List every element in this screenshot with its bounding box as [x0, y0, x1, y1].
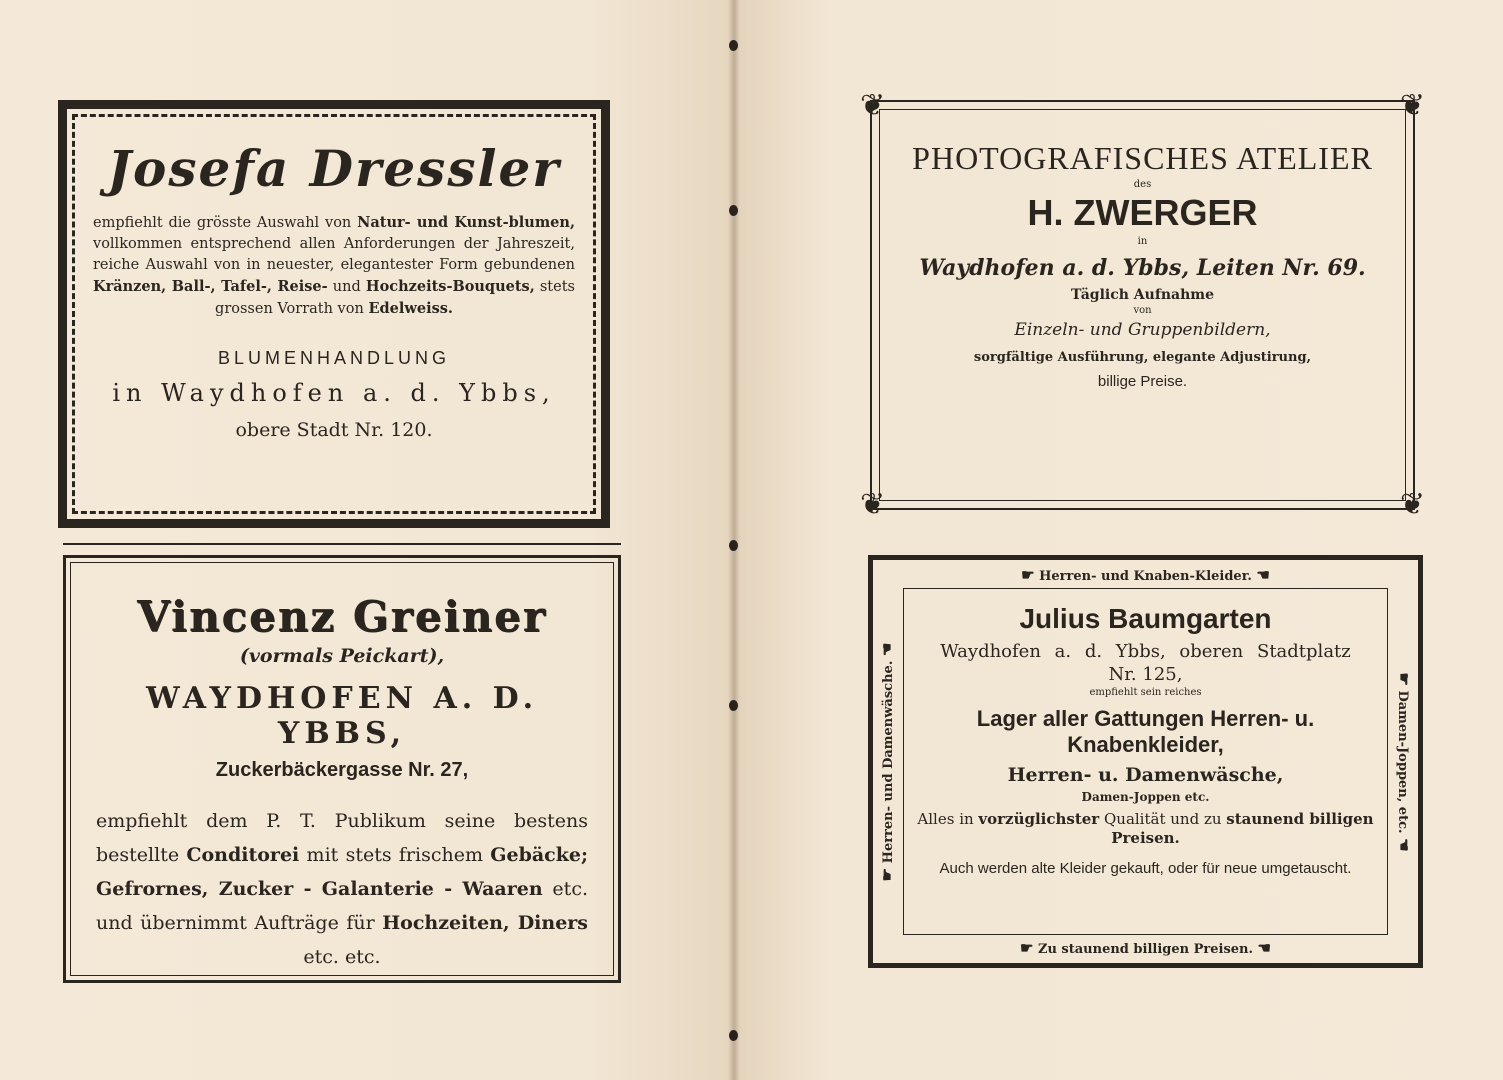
ad-small-word: in	[1137, 236, 1148, 247]
ad-prices: billige Preise.	[1097, 373, 1188, 390]
ornament-corner-icon: ❦	[1399, 88, 1425, 123]
ad-vincenz-greiner	[63, 555, 621, 983]
ad-body-bold: Hochzeits-Bouquets,	[365, 278, 535, 295]
ad-julius-baumgarten	[868, 555, 1423, 968]
ad-title: Josefa Dressler	[107, 139, 561, 198]
ad-linen: Herren- u. Damenwäsche,	[1007, 764, 1284, 786]
ad-body	[96, 804, 588, 974]
ad-side-text: Damen-Joppen, etc.	[1395, 689, 1410, 834]
ad-body	[912, 810, 1379, 848]
ad-body-text: vollkommen entsprechend allen Anforderungen der Jahreszeit, reiche Auswahl von in neuester, elegantester Form gebundenen	[93, 236, 575, 273]
ad-top-strip	[873, 566, 1418, 584]
ad-body-text: mit stets frischem	[299, 844, 491, 866]
ad-body-text: stets grossen Vorrath von	[215, 279, 575, 317]
binding-stitch	[729, 205, 738, 216]
ad-stock: Lager aller Gattungen Herren- u. Knabenkleider,	[976, 706, 1315, 757]
ad-left-side-text	[878, 642, 896, 881]
ornament-corner-icon: ❦	[1399, 487, 1425, 522]
ad-body	[93, 212, 575, 320]
ad-strip-text: Herren- und Knaben-Kleider.	[1039, 569, 1252, 584]
ad-body-text: und	[327, 279, 366, 295]
ad-body-text: empfiehlt dem P. T. Publikum seine bestens bestellte	[96, 810, 588, 866]
ad-right-side-text	[1395, 672, 1413, 851]
ad-shop-type: BLUMENHANDLUNG	[217, 348, 451, 368]
ad-body-text: etc. und übernimmt Aufträge für	[96, 878, 588, 934]
ad-town: WAYDHOFEN A. D. YBBS,	[145, 681, 539, 751]
ornament-corner-icon: ❦	[860, 487, 886, 522]
ad-jackets: Damen-Joppen etc.	[1081, 790, 1210, 804]
ad-number: Nr. 125,	[1108, 664, 1183, 685]
ad-strip-text: Zu staunend billigen Preisen.	[1037, 942, 1254, 957]
pointing-hand-icon: ☚	[878, 642, 896, 656]
ad-body-text: Alles in	[917, 810, 979, 828]
ad-body-bold: staunend billigen Preisen.	[1111, 810, 1374, 847]
ad-title: PHOTOGRAFISCHES ATELIER	[912, 140, 1373, 176]
ad-address: Waydhofen a. d. Ybbs, oberen Stadtplatz	[940, 641, 1351, 662]
ad-body-bold: Kränzen, Ball-, Tafel-, Reise-	[93, 278, 328, 295]
ad-body-bold: Gebäcke; Gefrornes, Zucker - Galanterie - Waaren	[96, 844, 589, 900]
divider-rule	[63, 543, 621, 545]
pointing-hand-icon: ☚	[1395, 837, 1413, 852]
ad-inner-frame	[903, 588, 1388, 935]
ad-body-bold: Conditorei	[186, 844, 300, 866]
ad-small-word: von	[1133, 305, 1152, 316]
pointing-hand-right-icon: ☛	[1019, 939, 1034, 957]
ad-body-text: empfiehlt die grösste Auswahl von	[93, 215, 358, 231]
ad-body-bold: Natur- und Kunst-blumen,	[357, 214, 575, 231]
pointing-hand-icon: ☛	[1395, 671, 1413, 686]
ad-josefa-dressler	[58, 100, 610, 528]
ad-body-bold: vorzüglichster	[978, 810, 1100, 828]
ad-subtitle: (vormals Peickart),	[239, 645, 445, 667]
ad-kinds: Einzeln- und Gruppenbildern,	[1014, 320, 1271, 340]
ad-side-text: Herren- und Damenwäsche.	[881, 660, 896, 863]
binding-stitch	[729, 1030, 738, 1041]
ad-address: obere Stadt Nr. 120.	[235, 419, 433, 441]
ornament-corner-icon: ❦	[860, 88, 886, 123]
ad-title: Vincenz Greiner	[137, 592, 547, 641]
pointing-hand-left-icon: ☚	[1257, 939, 1271, 957]
ad-name: H. ZWERGER	[1027, 192, 1258, 233]
ad-town: Waydhofen a. d. Ybbs, Leiten Nr. 69.	[919, 255, 1366, 281]
ad-body-text: Qualität und zu	[1099, 810, 1227, 828]
ad-body-bold: Hochzeiten, Diners	[382, 912, 588, 934]
ad-quality: sorgfältige Ausführung, elegante Adjustirung,	[973, 350, 1312, 365]
ad-body-text: etc. etc.	[303, 946, 381, 968]
ad-title: Julius Baumgarten	[1019, 603, 1272, 634]
pointing-hand-right-icon: ☛	[1021, 566, 1035, 584]
ad-address: Zuckerbäckergasse Nr. 27,	[215, 759, 469, 781]
binding-stitch	[729, 700, 738, 711]
ad-body-bold: Edelweiss.	[368, 300, 453, 317]
ad-small-word: des	[1133, 179, 1152, 190]
pointing-hand-icon: ☛	[878, 867, 896, 881]
ad-daily: Täglich Aufnahme	[1070, 287, 1215, 303]
ad-town: in Waydhofen a. d. Ybbs,	[112, 379, 556, 407]
binding-stitch	[729, 540, 738, 551]
pointing-hand-left-icon: ☚	[1256, 566, 1270, 584]
binding-stitch	[729, 40, 738, 51]
ad-h-zwerger	[860, 88, 1425, 522]
ad-recommends: empfiehlt sein reiches	[1089, 687, 1202, 698]
ad-bottom-strip	[873, 939, 1418, 957]
ad-last-line: Auch werden alte Kleider gekauft, oder für neue umgetauscht.	[939, 860, 1352, 877]
